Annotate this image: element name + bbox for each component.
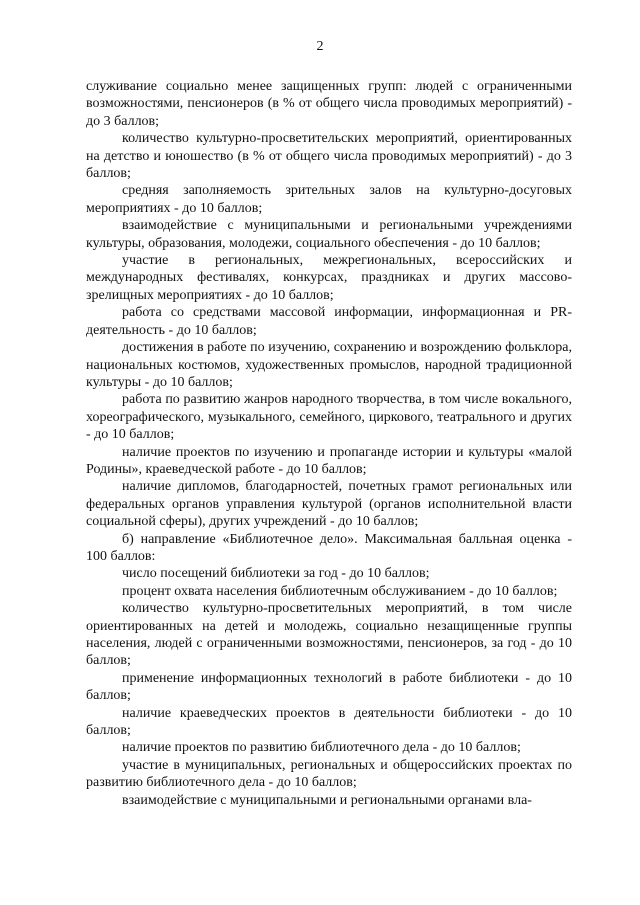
document-body <box>86 78 572 809</box>
paragraph: служивание социально менее защищенных групп: людей с ограниченными возможностями, пенсионеров (в % от общего числа проводимых мероприятий) - до 3 баллов; <box>86 79 572 129</box>
paragraph: наличие краеведческих проектов в деятельности библиотеки - до 10 баллов; <box>86 705 572 739</box>
paragraph: достижения в работе по изучению, сохранению и возрождению фольклора, национальных костюмов, художественных промыслов, народной традиционной культуры - до 10 баллов; <box>86 340 572 390</box>
paragraph: количество культурно-просветительских мероприятий, ориентированных на детство и юношество (в % от общего числа проводимых мероприятий) - до 3 баллов; <box>86 131 572 182</box>
paragraph: взаимодействие с муниципальными и региональными учреждениями культуры, образования, молодежи, социального обеспечения - до 10 баллов; <box>86 218 572 251</box>
paragraph: процент охвата населения библиотечным обслуживанием - до 10 баллов; <box>122 583 558 599</box>
paragraph: работа по развитию жанров народного творчества, в том числе вокального, хореографического, музыкального, семейного, циркового, театрального и других - до 10 баллов; <box>86 392 572 443</box>
paragraph: участие в муниципальных, региональных и общероссийских проектах по развитию библиотечного дела - до 10 баллов; <box>86 757 572 791</box>
paragraph: количество культурно-просветительных мероприятий, в том числе ориентированных на детей и молодежь, социально незащищенные группы населения, людей с ограниченными возможностями, пенсионеров, за год - до 10 баллов; <box>86 601 572 669</box>
section-heading-paragraph: б) направление «Библиотечное дело». Максимальная балльная оценка - 100 баллов: <box>86 531 572 564</box>
paragraph: наличие дипломов, благодарностей, почетных грамот региональных или федеральных органов управления культурой (органов исполнительной власти социальной сферы), других учреждений - до 10 баллов; <box>86 479 572 530</box>
paragraph: работа со средствами массовой информации, информационная и PR-деятельность - до 10 баллов; <box>86 305 572 338</box>
paragraph: применение информационных технологий в работе библиотеки - до 10 баллов; <box>86 670 572 704</box>
paragraph: наличие проектов по развитию библиотечного дела - до 10 баллов; <box>122 740 521 756</box>
page-number: 2 <box>316 39 324 54</box>
paragraph: наличие проектов по изучению и пропаганде истории и культуры «малой Родины», краеведческой работе - до 10 баллов; <box>86 444 572 477</box>
paragraph: число посещений библиотеки за год - до 10 баллов; <box>122 566 430 582</box>
paragraph: средняя заполняемость зрительных залов на культурно-досуговых мероприятиях - до 10 баллов; <box>86 183 572 216</box>
paragraph: взаимодействие с муниципальными и региональными органами вла- <box>122 792 532 808</box>
paragraph: участие в региональных, межрегиональных, всероссийских и международных фестивалях, конкурсах, праздниках и других массово-зрелищных мероприятиях - до 10 баллов; <box>86 253 572 303</box>
